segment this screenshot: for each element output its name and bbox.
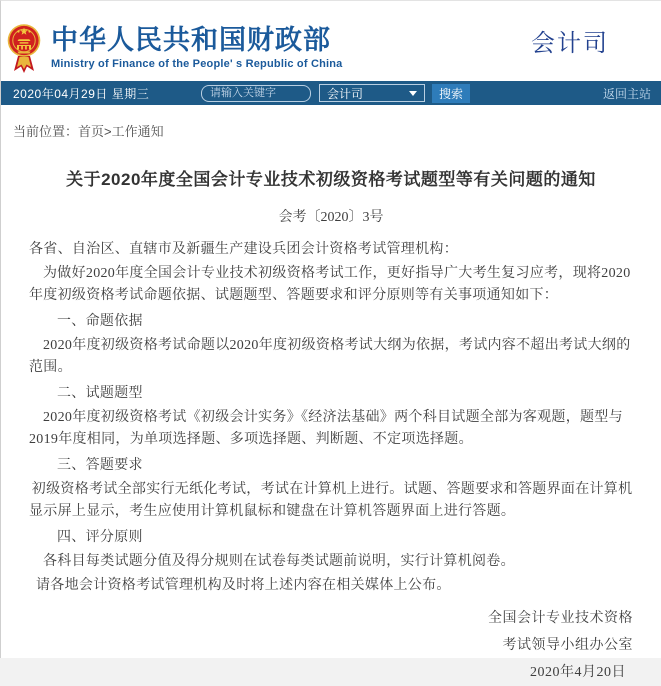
breadcrumb-separator: > bbox=[104, 124, 112, 139]
site-select-value: 会计司 bbox=[327, 86, 364, 101]
signature-org-line-2: 考试领导小组办公室 bbox=[502, 638, 633, 653]
breadcrumb bbox=[1, 105, 661, 140]
department-title: 会计司 bbox=[531, 30, 609, 57]
paragraph-intro: 为做好2020年度全国会计专业技术初级资格考试工作，更好指导广大考生复习应考，现将2020年度初级资格考试命题依据、试题题型、答题要求和评分原则等有关事项通知如下： bbox=[29, 266, 631, 303]
breadcrumb-home-link[interactable]: 首页 bbox=[78, 124, 105, 139]
search-input[interactable] bbox=[201, 85, 311, 102]
document-number: 会考〔2020〕3号 bbox=[278, 210, 384, 225]
chevron-down-icon bbox=[409, 91, 417, 96]
current-date: 2020年04月29日 星期三 bbox=[13, 86, 150, 101]
signature-block bbox=[29, 605, 633, 686]
signature-org-line-1: 全国会计专业技术资格 bbox=[488, 611, 633, 626]
paragraph-salutation: 各省、自治区、直辖市及新疆生产建设兵团会计资格考试管理机构： bbox=[29, 242, 458, 257]
breadcrumb-current-link[interactable]: 工作通知 bbox=[111, 124, 164, 139]
org-name-en: Ministry of Finance of the People' s Republic of China bbox=[51, 57, 343, 70]
site-header bbox=[1, 1, 661, 81]
signature-date: 2020年4月20日 bbox=[530, 665, 626, 680]
brand-text bbox=[51, 26, 343, 70]
section-heading-3: 三、答题要求 bbox=[57, 458, 143, 473]
notice-document bbox=[1, 165, 661, 686]
back-to-main-site-link[interactable]: 返回主站 bbox=[602, 86, 651, 101]
section-heading-2: 二、试题题型 bbox=[57, 386, 143, 401]
document-body bbox=[29, 239, 633, 597]
document-title: 关于2020年度全国会计专业技术初级资格考试题型等有关问题的通知 bbox=[66, 170, 596, 189]
brand bbox=[7, 9, 343, 74]
org-name-cn: 中华人民共和国财政部 bbox=[51, 24, 331, 55]
section-body-4: 各科目每类试题分值及得分规则在试卷每类试题前说明，实行计算机阅卷。 bbox=[43, 554, 515, 569]
search-group bbox=[201, 81, 470, 105]
search-button[interactable]: 搜索 bbox=[432, 84, 470, 103]
site-select-dropdown[interactable] bbox=[319, 84, 425, 102]
section-heading-4: 四、评分原则 bbox=[57, 530, 143, 545]
top-navbar bbox=[1, 81, 661, 105]
national-emblem-icon bbox=[7, 20, 41, 74]
section-body-1: 2020年度初级资格考试命题以2020年度初级资格考试大纲为依据，考试内容不超出考试大纲的范围。 bbox=[29, 338, 631, 375]
section-body-2: 2020年度初级资格考试《初级会计实务》《经济法基础》两个科目试题全部为客观题，题型与2019年度相同，为单项选择题、多项选择题、判断题、不定项选择题。 bbox=[29, 410, 623, 447]
paragraph-closing: 请各地会计资格考试管理机构及时将上述内容在相关媒体上公布。 bbox=[36, 578, 451, 593]
breadcrumb-label: 当前位置： bbox=[13, 124, 79, 139]
section-body-3: 初级资格考试全部实行无纸化考试，考试在计算机上进行。试题、答题要求和答题界面在计算机显示屏上显示，考生应使用计算机鼠标和键盘在计算机答题界面上进行答题。 bbox=[29, 482, 633, 519]
section-heading-1: 一、命题依据 bbox=[57, 314, 143, 329]
